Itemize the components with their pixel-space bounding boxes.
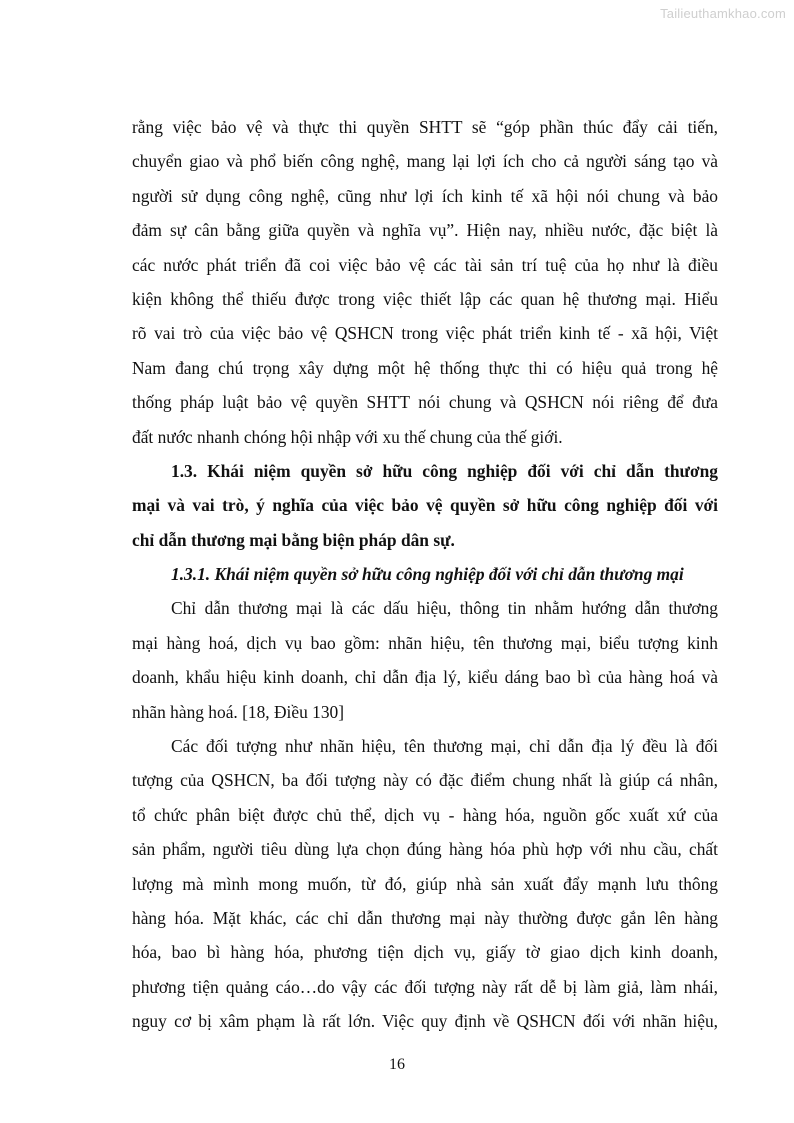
body-line: đất nước nhanh chóng hội nhập với xu thế chung của thế giới. — [132, 426, 563, 447]
body-line: nhãn hàng hoá. [18, Điều 130] — [132, 701, 345, 722]
page-number: 16 — [389, 1056, 405, 1073]
body-line: lượng mà mình mong muốn, từ đó, giúp nhà sản xuất đẩy mạnh lưu thông — [132, 873, 718, 894]
body-line: kiện không thể thiếu được trong việc thiết lập các quan hệ thương mại. Hiểu — [132, 288, 718, 309]
body-line: rằng việc bảo vệ và thực thi quyền SHTT sẽ “góp phần thúc đẩy cải tiến, — [132, 117, 718, 137]
body-line: thống pháp luật bảo vệ quyền SHTT nói chung và QSHCN nói riêng để đưa — [132, 392, 718, 413]
body-line: Nam đang chú trọng xây dựng một hệ thống thực thi có hiệu quả trong hệ — [132, 357, 718, 378]
body-line: chuyển giao và phổ biến công nghệ, mang lại lợi ích cho cả người sáng tạo và — [132, 151, 718, 172]
body-line: Các đối tượng như nhãn hiệu, tên thương mại, chỉ dẫn địa lý đều là đối — [171, 736, 718, 757]
body-line: hóa, bao bì hàng hóa, phương tiện dịch vụ, giấy tờ giao dịch kinh doanh, — [132, 942, 718, 963]
body-line: sản phẩm, người tiêu dùng lựa chọn đúng hàng hóa phù hợp với nhu cầu, chất — [132, 839, 718, 860]
body-line: đảm sự cân bằng giữa quyền và nghĩa vụ”. Hiện nay, nhiều nước, đặc biệt là — [132, 220, 718, 241]
section-heading-line: chỉ dẫn thương mại bằng biện pháp dân sự. — [132, 529, 455, 550]
body-line: rõ vai trò của việc bảo vệ QSHCN trong việc phát triển kinh tế - xã hội, Việt — [132, 323, 718, 344]
body-line: tượng của QSHCN, ba đối tượng này có đặc điểm chung nhất là giúp cá nhân, — [132, 770, 718, 791]
watermark: Tailieuthamkhao.com — [660, 6, 786, 21]
body-line: các nước phát triển đã coi việc bảo vệ các tài sản trí tuệ của họ như là điều — [132, 254, 718, 275]
page-body — [132, 110, 718, 1039]
body-line: nguy cơ bị xâm phạm là rất lớn. Việc quy định về QSHCN đối với nhãn hiệu, — [132, 1011, 718, 1032]
body-line: doanh, khẩu hiệu kinh doanh, chỉ dẫn địa lý, kiểu dáng bao bì của hàng hoá và — [132, 667, 718, 688]
section-heading-line: 1.3. Khái niệm quyền sở hữu công nghiệp đối với chỉ dẫn thương — [171, 460, 718, 481]
subsection-heading: 1.3.1. Khái niệm quyền sở hữu công nghiệp đối với chỉ dẫn thương mại — [171, 564, 684, 585]
section-heading-line: mại và vai trò, ý nghĩa của việc bảo vệ quyền sở hữu công nghiệp đối với — [132, 495, 718, 516]
body-line: tổ chức phân biệt được chủ thể, dịch vụ - hàng hóa, nguồn gốc xuất xứ của — [132, 804, 718, 825]
body-line: người sử dụng công nghệ, cũng như lợi ích kinh tế xã hội nói chung và bảo — [132, 185, 718, 206]
body-line: mại hàng hoá, dịch vụ bao gồm: nhãn hiệu, tên thương mại, biểu tượng kinh — [132, 632, 718, 653]
body-line: hàng hóa. Mặt khác, các chỉ dẫn thương mại này thường được gắn lên hàng — [132, 907, 718, 928]
body-line: Chỉ dẫn thương mại là các dấu hiệu, thông tin nhằm hướng dẫn thương — [171, 598, 718, 619]
body-line: phương tiện quảng cáo…do vậy các đối tượng này rất dễ bị làm giả, làm nhái, — [132, 976, 718, 997]
